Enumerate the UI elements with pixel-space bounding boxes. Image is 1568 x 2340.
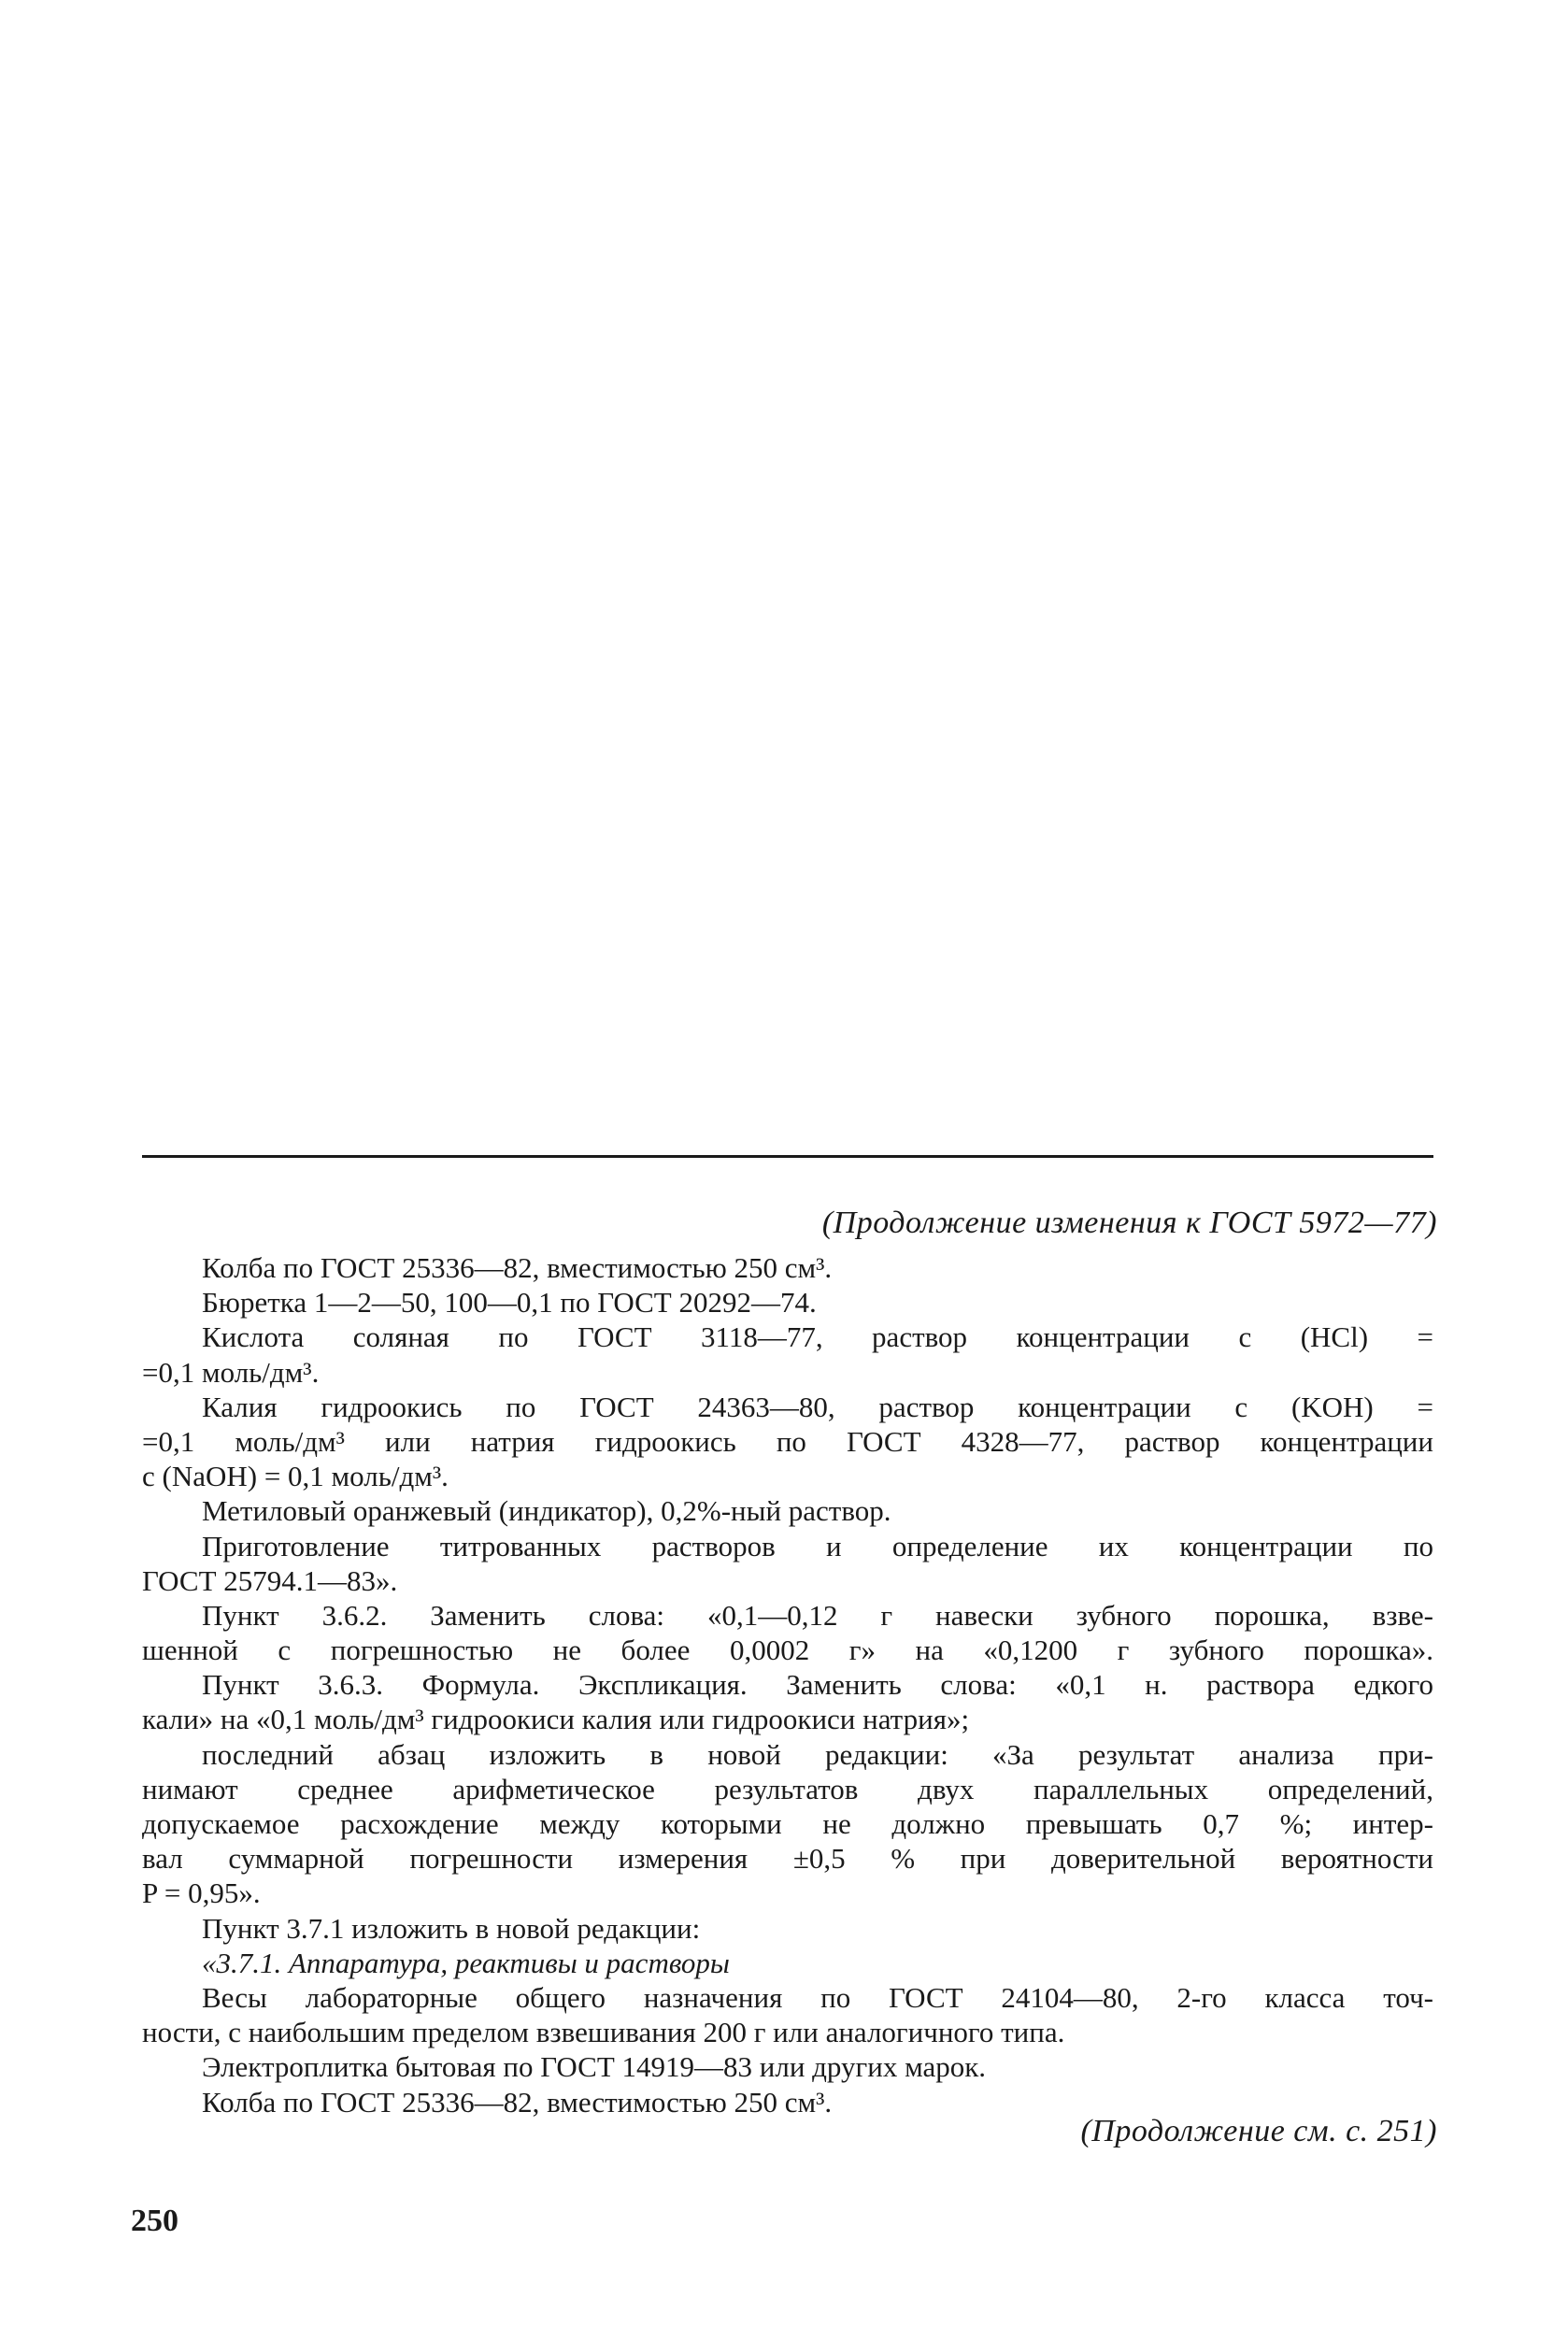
paragraph-line: Пункт 3.7.1 изложить в новой редакции: (202, 1911, 701, 1945)
paragraph-line: P = 0,95». (142, 1876, 261, 1910)
amendment-body (142, 1250, 1433, 2119)
paragraph-line: вал суммарной погрешности измерения ±0,5 % при доверительной вероятности (142, 1842, 1433, 1876)
paragraph-line: кали» на «0,1 моль/дм³ гидроокиси калия или гидроокиси натрия»; (142, 1703, 970, 1736)
section-heading-line: «3.7.1. Аппаратура, реактивы и растворы (202, 1946, 730, 1979)
paragraph-line: нимают среднее арифметическое результатов двух параллельных определений, (142, 1772, 1433, 1805)
paragraph-line: Электроплитка бытовая по ГОСТ 14919—83 или других марок. (202, 2050, 987, 2084)
paragraph-line: Бюретка 1—2—50, 100—0,1 по ГОСТ 20292—74. (202, 1286, 817, 1320)
paragraph-line: с (NaOH) = 0,1 моль/дм³. (142, 1460, 449, 1493)
paragraph-line: шенной с погрешностью не более 0,0002 г» на «0,1200 г зубного порошка». (142, 1634, 1433, 1667)
continuation-header: (Продолжение изменения к ГОСТ 5972—77) (821, 1206, 1437, 1240)
paragraph-line: Пункт 3.6.3. Формула. Экспликация. Заменить слова: «0,1 н. раствора едкого (202, 1668, 1433, 1702)
paragraph-line: Весы лабораторные общего назначения по ГОСТ 24104—80, 2-го класса точ- (202, 1980, 1433, 2014)
paragraph-line: допускаемое расхождение между которыми не должно превышать 0,7 %; интер- (142, 1807, 1433, 1840)
paragraph-line: Кислота соляная по ГОСТ 3118—77, раствор концентрации с (HCl) = (202, 1320, 1433, 1354)
page-number: 250 (131, 2204, 178, 2238)
continuation-footer: (Продолжение см. с. 251) (1080, 2114, 1437, 2148)
paragraph-line: ности, с наибольшим пределом взвешивания 200 г или аналогичного типа. (142, 2016, 1065, 2049)
paragraph-line: =0,1 моль/дм³ или натрия гидроокись по ГОСТ 4328—77, раствор концентрации (142, 1424, 1433, 1458)
paragraph-line: Колба по ГОСТ 25336—82, вместимостью 250 см³. (202, 1251, 833, 1284)
paragraph-line: Пункт 3.6.2. Заменить слова: «0,1—0,12 г навески зубного порошка, взве- (202, 1598, 1433, 1632)
paragraph-line: Метиловый оранжевый (индикатор), 0,2%-ный раствор. (202, 1494, 891, 1528)
paragraph-line: Калия гидроокись по ГОСТ 24363—80, раствор концентрации с (KOH) = (202, 1390, 1433, 1423)
paragraph-line: последний абзац изложить в новой редакции: «За результат анализа при- (202, 1737, 1433, 1771)
top-divider-line (142, 1155, 1433, 1158)
paragraph-line: Приготовление титрованных растворов и определение их концентрации по (202, 1529, 1433, 1562)
paragraph-line: ГОСТ 25794.1—83». (142, 1563, 398, 1597)
paragraph-line: Колба по ГОСТ 25336—82, вместимостью 250 см³. (202, 2085, 833, 2119)
paragraph-line: =0,1 моль/дм³. (142, 1355, 320, 1389)
